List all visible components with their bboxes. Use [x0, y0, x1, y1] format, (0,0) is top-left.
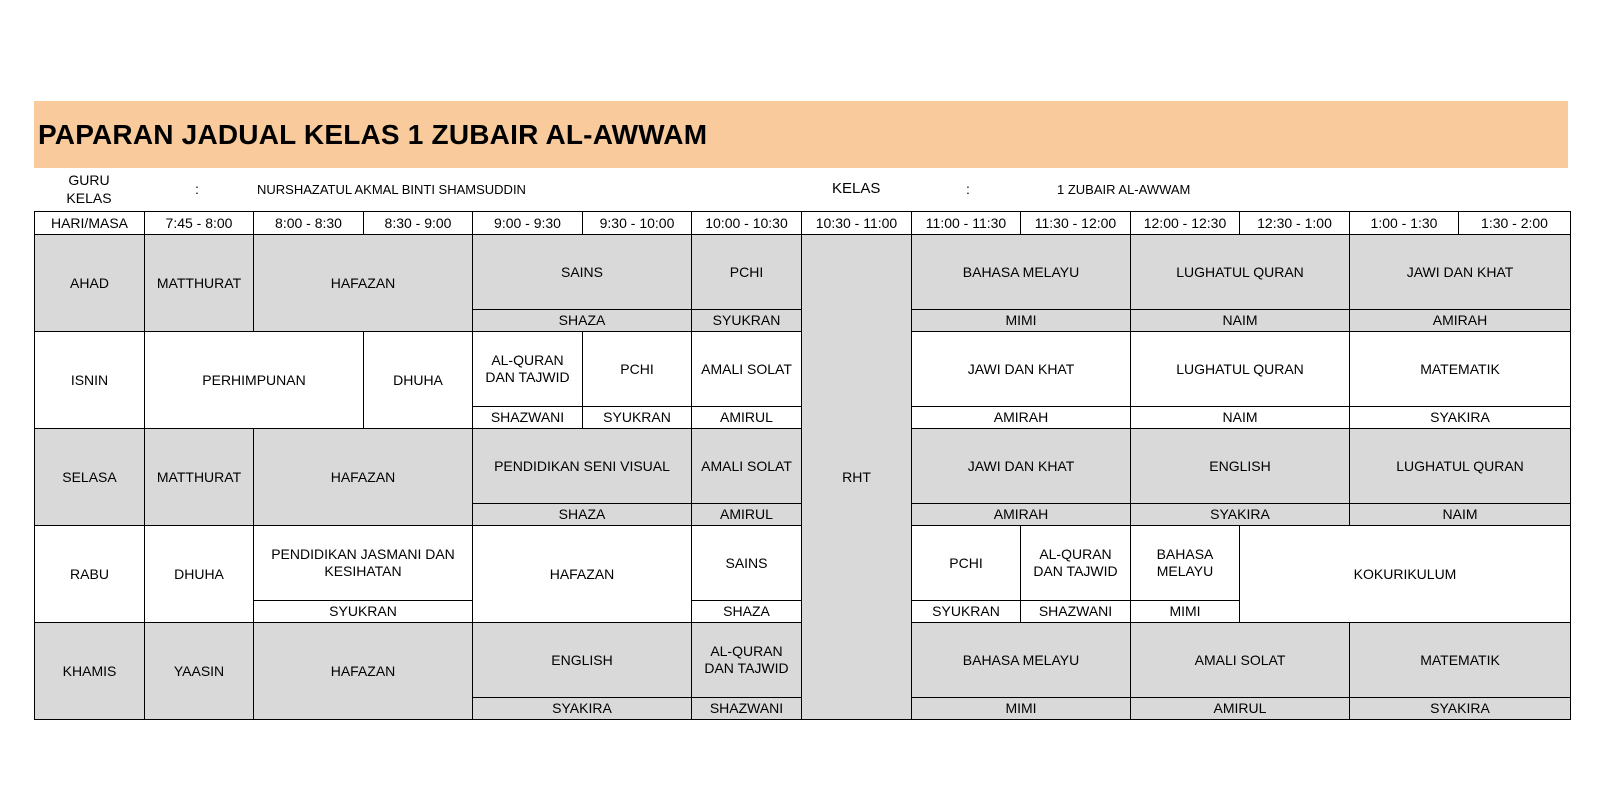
slot-cell: PCHI [912, 526, 1021, 601]
slot-cell: JAWI DAN KHAT [912, 429, 1131, 504]
slot-cell: MATTHURAT [145, 429, 254, 526]
teacher-cell: SYAKIRA [1350, 698, 1571, 720]
kelas-colon: : [966, 181, 970, 197]
teacher-cell: SYUKRAN [912, 601, 1021, 623]
slot-cell: AMALI SOLAT [692, 429, 802, 504]
header-cell: 1:00 - 1:30 [1350, 212, 1459, 235]
slot-cell: AMALI SOLAT [1131, 623, 1350, 698]
teacher-cell: AMIRUL [692, 407, 802, 429]
teacher-cell: SYUKRAN [583, 407, 692, 429]
teacher-cell: SHAZWANI [1021, 601, 1131, 623]
slot-cell: LUGHATUL QURAN [1350, 429, 1571, 504]
kelas-label: KELAS [832, 180, 881, 197]
slot-cell: MATTHURAT [145, 235, 254, 332]
slot-cell: SAINS [473, 235, 692, 310]
teacher-cell: SHAZA [692, 601, 802, 623]
teacher-cell: SYAKIRA [1131, 504, 1350, 526]
day-ahad: AHAD [35, 235, 145, 332]
teacher-cell: SYUKRAN [254, 601, 473, 623]
timetable [34, 211, 1571, 720]
slot-cell: AL-QURAN DAN TAJWID [1021, 526, 1131, 601]
slot-cell: ENGLISH [1131, 429, 1350, 504]
slot-cell: AL-QURAN DAN TAJWID [473, 332, 583, 407]
slot-cell: KOKURIKULUM [1240, 526, 1571, 623]
teacher-cell: AMIRUL [692, 504, 802, 526]
slot-cell: LUGHATUL QURAN [1131, 235, 1350, 310]
slot-cell: AMALI SOLAT [692, 332, 802, 407]
slot-cell: BAHASA MELAYU [912, 623, 1131, 698]
slot-cell: SAINS [692, 526, 802, 601]
teacher-cell: AMIRUL [1131, 698, 1350, 720]
guru-label: GURU [68, 172, 110, 188]
guru-colon: : [195, 181, 199, 197]
header-cell: HARI/MASA [35, 212, 145, 235]
kelas-sub-label: KELAS [66, 190, 112, 206]
day-rabu: RABU [35, 526, 145, 623]
header-cell: 10:30 - 11:00 [802, 212, 912, 235]
teacher-cell: NAIM [1350, 504, 1571, 526]
teacher-cell: NAIM [1131, 310, 1350, 332]
slot-cell: DHUHA [364, 332, 473, 429]
slot-cell: YAASIN [145, 623, 254, 720]
slot-cell: PCHI [692, 235, 802, 310]
slot-cell: HAFAZAN [254, 429, 473, 526]
slot-cell: JAWI DAN KHAT [1350, 235, 1571, 310]
header-cell: 12:00 - 12:30 [1131, 212, 1240, 235]
header-cell: 9:00 - 9:30 [473, 212, 583, 235]
page-title: PAPARAN JADUAL KELAS 1 ZUBAIR AL-AWWAM [38, 119, 708, 150]
teacher-cell: MIMI [1131, 601, 1240, 623]
header-cell: 8:00 - 8:30 [254, 212, 364, 235]
header-cell: 7:45 - 8:00 [145, 212, 254, 235]
slot-cell: MATEMATIK [1350, 332, 1571, 407]
row-ahad [35, 235, 1571, 310]
slot-cell: MATEMATIK [1350, 623, 1571, 698]
slot-cell: JAWI DAN KHAT [912, 332, 1131, 407]
title-banner [34, 101, 1568, 168]
header-cell: 9:30 - 10:00 [583, 212, 692, 235]
teacher-cell: SHAZWANI [473, 407, 583, 429]
header-cell: 11:30 - 12:00 [1021, 212, 1131, 235]
teacher-cell: MIMI [912, 310, 1131, 332]
teacher-cell: NAIM [1131, 407, 1350, 429]
slot-cell: DHUHA [145, 526, 254, 623]
slot-cell: PCHI [583, 332, 692, 407]
header-cell: 1:30 - 2:00 [1459, 212, 1571, 235]
teacher-cell: AMIRAH [912, 407, 1131, 429]
teacher-cell: SYAKIRA [473, 698, 692, 720]
guru-kelas-label [54, 171, 124, 207]
teacher-cell: SHAZA [473, 504, 692, 526]
header-cell: 8:30 - 9:00 [364, 212, 473, 235]
day-selasa: SELASA [35, 429, 145, 526]
teacher-cell: AMIRAH [1350, 310, 1571, 332]
header-cell: 12:30 - 1:00 [1240, 212, 1350, 235]
slot-cell: BAHASA MELAYU [912, 235, 1131, 310]
slot-cell: PENDIDIKAN SENI VISUAL [473, 429, 692, 504]
guru-value: NURSHAZATUL AKMAL BINTI SHAMSUDDIN [257, 182, 526, 197]
header-cell: 11:00 - 11:30 [912, 212, 1021, 235]
slot-cell: ENGLISH [473, 623, 692, 698]
teacher-cell: AMIRAH [912, 504, 1131, 526]
header-cell: 10:00 - 10:30 [692, 212, 802, 235]
slot-cell: BAHASA MELAYU [1131, 526, 1240, 601]
teacher-cell: SYAKIRA [1350, 407, 1571, 429]
slot-cell: PENDIDIKAN JASMANI DAN KESIHATAN [254, 526, 473, 601]
slot-cell: HAFAZAN [254, 235, 473, 332]
slot-cell: LUGHATUL QURAN [1131, 332, 1350, 407]
rht-cell: RHT [802, 235, 912, 720]
slot-cell: HAFAZAN [254, 623, 473, 720]
teacher-cell: SHAZWANI [692, 698, 802, 720]
teacher-cell: SHAZA [473, 310, 692, 332]
slot-cell: PERHIMPUNAN [145, 332, 364, 429]
day-khamis: KHAMIS [35, 623, 145, 720]
teacher-cell: MIMI [912, 698, 1131, 720]
teacher-cell: SYUKRAN [692, 310, 802, 332]
kelas-value: 1 ZUBAIR AL-AWWAM [1057, 182, 1191, 197]
day-isnin: ISNIN [35, 332, 145, 429]
slot-cell: HAFAZAN [473, 526, 692, 623]
header-row [35, 212, 1571, 235]
slot-cell: AL-QURAN DAN TAJWID [692, 623, 802, 698]
